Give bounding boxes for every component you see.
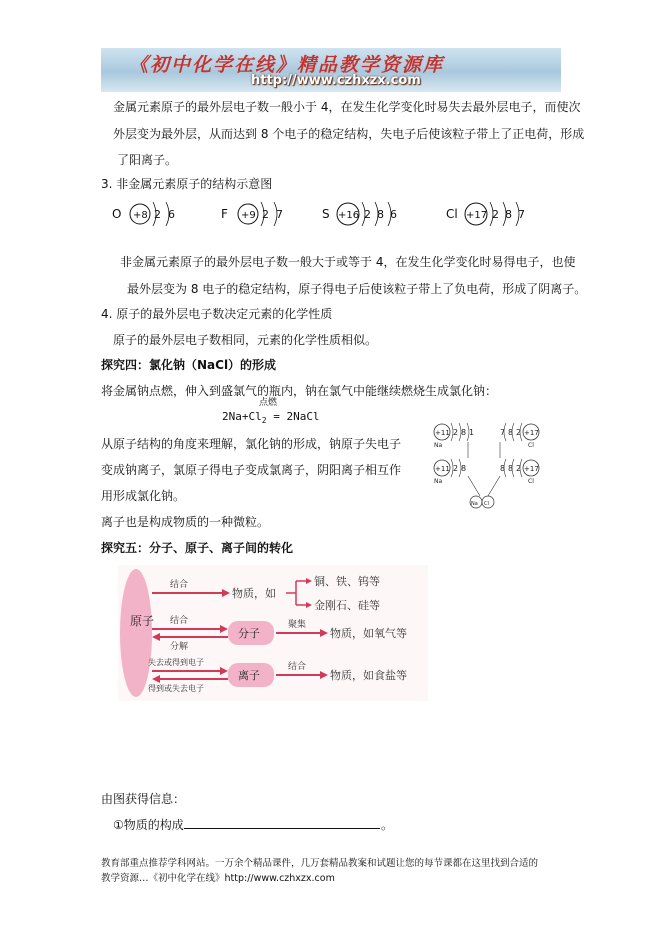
reaction-condition: 点燃 bbox=[259, 398, 278, 408]
shell-electrons: 6 bbox=[390, 208, 397, 221]
footer-url[interactable]: http://www.czhxzx.com bbox=[224, 873, 335, 884]
atom-symbol: S bbox=[322, 207, 330, 221]
shell-electrons: 8 bbox=[500, 464, 506, 473]
paragraph-line: 外层变为最外层，从而达到 8 个电子的稳定结构，失电子后使该粒子带上了正电荷，形成 bbox=[113, 127, 585, 141]
bottom-cl-label: Cl bbox=[484, 501, 489, 507]
shell-electrons: 8 bbox=[461, 464, 467, 473]
shell-electrons: 2 bbox=[453, 464, 459, 473]
nacl-formation-diagram bbox=[428, 418, 556, 514]
nucleus-charge: +17 bbox=[524, 429, 539, 437]
example-metals: 铜、铁、钨等 bbox=[314, 575, 380, 588]
label-decompose: 分解 bbox=[170, 642, 189, 652]
equation-right: = 2NaCl bbox=[266, 410, 320, 423]
material-bottom: 物质，如食盐等 bbox=[330, 669, 407, 682]
example-covalent: 金刚石、硅等 bbox=[314, 599, 380, 612]
shell-electrons: 8 bbox=[377, 208, 384, 221]
nucleus-charge: +17 bbox=[466, 210, 488, 221]
explore-heading: 探究四：氯化钠（NaCl）的形成 bbox=[101, 358, 277, 372]
info-heading: 由图获得信息： bbox=[101, 792, 186, 806]
banner-title: 《初中化学在线》精品教学资源库 bbox=[129, 54, 445, 76]
atom-label: Na bbox=[434, 442, 443, 449]
atom-structure-diagrams bbox=[108, 196, 548, 230]
label-gain-lose: 得到或失去电子 bbox=[148, 684, 204, 693]
shell-electrons: 8 bbox=[508, 464, 514, 473]
ion-box: 离子 bbox=[238, 669, 260, 682]
shell-electrons: 2 bbox=[453, 428, 459, 437]
answer-blank[interactable] bbox=[184, 828, 380, 829]
paragraph-line: 金属元素原子的最外层电子数一般小于 4，在发生化学变化时易失去最外层电子，而使次 bbox=[113, 100, 581, 114]
molecule-box: 分子 bbox=[238, 627, 260, 640]
nucleus-charge: +17 bbox=[524, 465, 539, 473]
banner-url[interactable]: http://www.czhxzx.com bbox=[251, 73, 421, 88]
material-mid: 物质，如氧气等 bbox=[330, 627, 407, 640]
atom-symbol: O bbox=[112, 207, 122, 221]
equation-left: 2Na+Cl bbox=[222, 410, 262, 423]
atom-label: Cl bbox=[528, 442, 534, 449]
paragraph-line: 最外层变为 8 电子的稳定结构，原子得电子后使该粒子带上了负电荷，形成了阴离子。 bbox=[127, 282, 587, 296]
shell-electrons: 1 bbox=[469, 428, 475, 437]
chemical-equation bbox=[222, 410, 320, 428]
label-combine-bottom: 结合 bbox=[288, 662, 307, 672]
footer-line-2 bbox=[101, 870, 335, 884]
paragraph-line: 离子也是构成物质的一种微粒。 bbox=[101, 515, 270, 529]
label-combine-mid: 结合 bbox=[170, 616, 189, 626]
shell-electrons: 7 bbox=[518, 208, 525, 221]
shell-electrons: 2 bbox=[492, 208, 499, 221]
shell-electrons: 2 bbox=[516, 464, 522, 473]
paragraph-line: 变成钠离子，氯原子得电子变成氯离子，阴阳离子相互作 bbox=[101, 463, 402, 477]
particle-conversion-diagram bbox=[118, 565, 428, 701]
shell-electrons: 2 bbox=[364, 208, 371, 221]
nucleus-charge: +8 bbox=[133, 210, 148, 221]
paragraph-line: 非金属元素原子的最外层电子数一般大于或等于 4，在发生化学变化时易得电子，也使 bbox=[120, 255, 576, 269]
header-banner bbox=[101, 48, 561, 92]
atom-symbol: F bbox=[221, 207, 228, 221]
footer-text: 教学资源…《初中化学在线》 bbox=[101, 873, 225, 884]
info-item-1: ①物质的构成 bbox=[113, 818, 184, 832]
nucleus-charge: +11 bbox=[435, 429, 450, 437]
info-item-1-end: 。 bbox=[381, 818, 394, 832]
ion-label: Na bbox=[434, 478, 443, 485]
label-gather: 聚集 bbox=[288, 620, 307, 630]
paragraph-line: 从原子结构的角度来理解，氯化钠的形成，钠原子失电子 bbox=[101, 437, 402, 451]
atom-label-char: 原子 bbox=[130, 614, 155, 628]
paragraph-line: 了阳离子。 bbox=[117, 153, 178, 167]
explore-heading: 探究五：分子、原子、离子间的转化 bbox=[101, 541, 294, 555]
section-heading: 3. 非金属元素原子的结构示意图 bbox=[101, 177, 273, 191]
nucleus-charge: +9 bbox=[241, 210, 256, 221]
footer-line-1: 教育部重点推荐学科网站。一万余个精品课件，几万套精品教案和试题让您的每节课都在这里找到合适的 bbox=[101, 858, 539, 869]
label-lose-gain: 失去或得到电子 bbox=[148, 658, 204, 667]
material-top: 物质，如 bbox=[232, 587, 276, 600]
paragraph-line: 用形成氯化钠。 bbox=[101, 489, 186, 503]
paragraph-line: 原子的最外层电子数相同，元素的化学性质相似。 bbox=[113, 333, 378, 347]
bottom-na-label: Na bbox=[471, 501, 478, 507]
shell-electrons: 8 bbox=[461, 428, 467, 437]
section-heading: 4. 原子的最外层电子数决定元素的化学性质 bbox=[101, 307, 333, 321]
ion-label: Cl bbox=[528, 478, 534, 485]
atom-symbol: Cl bbox=[446, 207, 458, 221]
shell-electrons: 7 bbox=[500, 428, 506, 437]
shell-electrons: 2 bbox=[516, 428, 522, 437]
shell-electrons: 2 bbox=[262, 208, 269, 221]
shell-electrons: 6 bbox=[168, 208, 175, 221]
nucleus-charge: +16 bbox=[338, 210, 360, 221]
shell-electrons: 8 bbox=[505, 208, 512, 221]
label-combine-top: 结合 bbox=[170, 580, 189, 590]
nucleus-charge: +11 bbox=[435, 465, 450, 473]
shell-electrons: 7 bbox=[276, 208, 283, 221]
shell-electrons: 2 bbox=[154, 208, 161, 221]
equation-subscript: 2 bbox=[261, 416, 267, 426]
shell-electrons: 8 bbox=[508, 428, 514, 437]
atom-ellipse bbox=[120, 569, 155, 697]
paragraph-line: 将金属钠点燃，伸入到盛氯气的瓶内，钠在氯气中能继续燃烧生成氯化钠： bbox=[101, 384, 498, 398]
